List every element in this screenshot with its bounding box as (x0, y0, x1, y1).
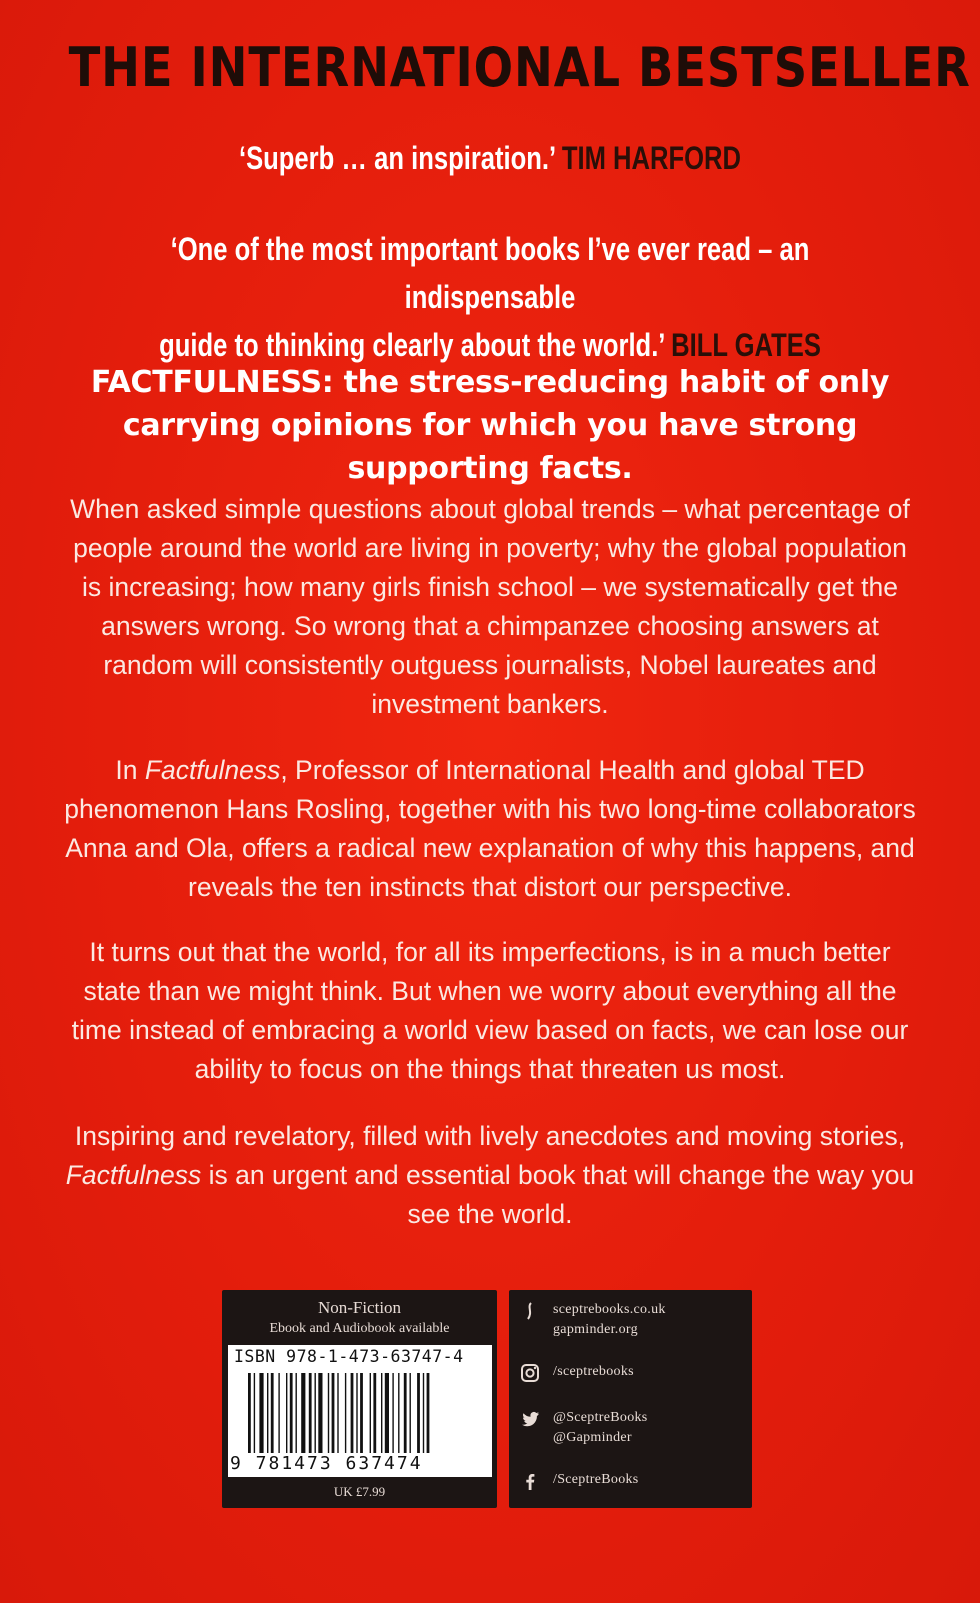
definition-term: FACTFULNESS (90, 365, 322, 400)
twitter-row (519, 1408, 648, 1448)
quote-line-1: ‘One of the most important books I’ve ever read – an indispensable (170, 231, 810, 315)
twitter-handle-gapminder[interactable]: @Gapminder (553, 1430, 632, 1445)
blurb-paragraph-4 (60, 1117, 920, 1234)
p4-pre: Inspiring and revelatory, filled with lively anecdotes and moving stories, (74, 1121, 906, 1151)
barcode-box (222, 1290, 497, 1508)
facebook-row (519, 1470, 639, 1492)
twitter-icon (519, 1408, 541, 1430)
instagram-handle[interactable]: /sceptrebooks (553, 1364, 634, 1379)
links-box (509, 1290, 752, 1508)
factfulness-definition (40, 361, 940, 490)
price-label: UK £7.99 (333, 1484, 386, 1499)
blurb-paragraph-3: It turns out that the world, for all its imperfections, is in a much better state than we might think. But when we worry about everything all the time instead of embracing a world view based on facts, we can lose our ability to focus on the things that threaten us most. (71, 937, 909, 1084)
barcode-area (228, 1345, 492, 1477)
quote-line-2: guide to thinking clearly about the world.’ (159, 327, 664, 363)
quote-gates (98, 225, 882, 369)
instagram-row (519, 1362, 634, 1384)
quote-author: TIM HARFORD (561, 140, 742, 176)
quote-author: BILL GATES (671, 327, 821, 363)
blurb-paragraph-1: When asked simple questions about global trends – what percentage of people around the world are living in poverty; why the global population is increasing; how many girls finish school – we systematically get the answers wrong. So wrong that a chimpanzee choosing answers at random will consistently outguess journalists, Nobel laureates and investment bankers. (70, 494, 910, 719)
definition-text: : the stress-reducing habit of only carrying opinions for which you have strong supporting facts. (122, 365, 890, 486)
barcode-digits: 9 781473 637474 (230, 1453, 423, 1474)
genre-label: Non-Fiction (317, 1298, 402, 1317)
web-link-gapminder[interactable]: gapminder.org (553, 1322, 638, 1337)
quote-text: ‘Superb … an inspiration.’ (238, 140, 555, 176)
facebook-handle[interactable]: /SceptreBooks (553, 1472, 639, 1487)
quote-harford (98, 134, 882, 182)
p2-pre: In (115, 755, 145, 785)
blurb-paragraph-2 (60, 751, 920, 907)
instagram-icon (519, 1362, 541, 1384)
p2-post: , Professor of International Health and global TED phenomenon Hans Rosling, together with his two long-time collaborators Anna and Ola, offers a radical new explanation of why this happens, and reveals the ten instincts that distort our perspective. (64, 755, 916, 902)
facebook-icon (519, 1470, 541, 1492)
twitter-handle-sceptre[interactable]: @SceptreBooks (553, 1410, 648, 1425)
web-link-sceptre[interactable]: sceptrebooks.co.uk (553, 1302, 666, 1317)
book-title: Factfulness (144, 755, 281, 785)
isbn-label: ISBN 978-1-473-63747-4 (234, 1347, 464, 1366)
barcode-icon (248, 1373, 478, 1453)
book-title: Factfulness (65, 1160, 202, 1190)
availability-label: Ebook and Audiobook available (269, 1321, 450, 1336)
p4-post: is an urgent and essential book that will change the way you see the world. (201, 1160, 915, 1229)
sceptre-logo-icon (519, 1300, 541, 1322)
headline: THE INTERNATIONAL BESTSELLER (68, 36, 971, 99)
web-links-row (519, 1300, 666, 1340)
